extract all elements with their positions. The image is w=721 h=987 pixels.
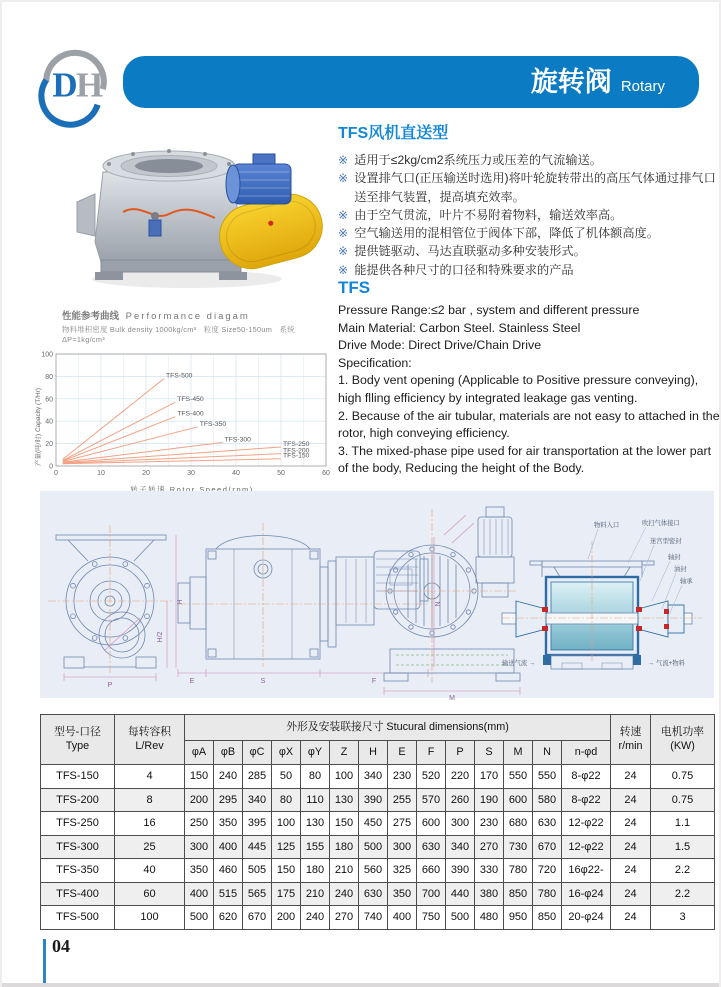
logo-letter-h: H	[76, 65, 104, 105]
table-cell: 450	[359, 812, 388, 836]
table-cell: TFS-150	[41, 765, 115, 789]
table-cell: 125	[272, 835, 301, 859]
table-cell: 325	[388, 859, 417, 883]
bullet-item	[338, 224, 718, 242]
table-cell: 110	[301, 788, 330, 812]
bullet-text: 由于空气贯流，叶片不易附着物料，输送效率高。	[354, 207, 623, 222]
table-cell: 350	[214, 812, 243, 836]
table-cell: 230	[388, 765, 417, 789]
bullet-marker: ※	[338, 244, 349, 259]
table-cell: 600	[504, 788, 533, 812]
drawing-front-view	[48, 525, 184, 689]
table-cell: 480	[475, 906, 504, 930]
callout-labyrinth-seal: 迷宫型密封	[650, 538, 682, 545]
intro-bullets	[338, 151, 718, 279]
table-row	[41, 765, 715, 789]
series-line	[63, 379, 164, 460]
chart-subtitle: 物料堆积密度 Bulk density 1000kg/cm³ 粒度 Size50-150um 系统ΔP=1kg/cm³	[62, 325, 295, 344]
table-cell: 240	[214, 765, 243, 789]
table-cell: 8-φ22	[562, 788, 611, 812]
dim-label-e: E	[189, 678, 195, 685]
table-cell: 170	[475, 765, 504, 789]
drawing-side-view	[178, 523, 442, 685]
table-cell: 780	[504, 859, 533, 883]
table-cell: 390	[359, 788, 388, 812]
specs-section	[338, 278, 720, 478]
table-cell: 630	[417, 835, 446, 859]
bullet-marker: ※	[338, 207, 349, 222]
x-tick-label: 10	[97, 470, 105, 477]
table-head	[41, 715, 715, 765]
dim-col-header: S	[475, 741, 504, 765]
y-tick-label: 0	[49, 463, 53, 471]
col-header-speed: 转速 r/min	[611, 715, 651, 765]
col-header-dims-group: 外形及安装联接尺寸 Stucural dimensions(mm)	[185, 715, 611, 741]
chart-title-en: Performance diagam	[125, 311, 250, 322]
dim-col-header: φA	[185, 741, 214, 765]
table-cell: 300	[388, 835, 417, 859]
table-cell: 16φ22-	[562, 859, 611, 883]
dim-col-header: φC	[243, 741, 272, 765]
flow-label-right: → 气流+物料	[648, 660, 685, 667]
table-cell: 630	[359, 882, 388, 906]
series-label: TFS-400	[177, 410, 204, 418]
banner-title-en: Rotary	[620, 78, 665, 95]
table-cell: 550	[504, 765, 533, 789]
table-cell: 395	[243, 812, 272, 836]
spec-line: 2. Because of the air tubular, materials are not easy to attached in the rotor, high conveying efficiency.	[338, 408, 720, 441]
page-number: 04	[52, 936, 70, 956]
y-tick-label: 60	[45, 396, 53, 404]
x-tick-label: 60	[322, 470, 330, 477]
table-cell: 220	[446, 765, 475, 789]
bullet-item	[338, 206, 718, 224]
table-cell: 80	[301, 765, 330, 789]
dim-col-header: φY	[301, 741, 330, 765]
table-cell: 460	[214, 859, 243, 883]
table-cell: 40	[115, 859, 185, 883]
x-tick-label: 0	[54, 470, 58, 477]
table-cell: 300	[185, 835, 214, 859]
table-cell: 24	[611, 859, 651, 883]
table-cell: 180	[330, 835, 359, 859]
table-cell: 380	[475, 882, 504, 906]
table-cell: 1.1	[651, 812, 715, 836]
dim-label-h-half: H/2	[157, 631, 164, 643]
dim-col-header: H	[359, 741, 388, 765]
table-cell: 270	[330, 906, 359, 930]
bullet-text: 适用于≤2kg/cm2系统压力或压差的气流输送。	[354, 153, 602, 167]
dim-label-p: P	[107, 682, 113, 689]
table-cell: 0.75	[651, 788, 715, 812]
spec-line: 3. The mixed-phase pipe used for air transportation at the lower part of the body, Reducing the height of the Body.	[338, 443, 712, 476]
bullet-text: 空气输送用的混相管位于阀体下部，降低了机体额高度。	[354, 226, 659, 241]
chart-ylabel: 产量(吨/时) Capacity (T/Hr)	[35, 388, 42, 466]
drawing-cross-section	[502, 518, 702, 669]
series-label: TFS-500	[166, 372, 193, 380]
table-cell: 2.2	[651, 882, 715, 906]
table-cell: TFS-300	[41, 835, 115, 859]
col-header-power: 电机功率 (KW)	[651, 715, 715, 765]
table-cell: 580	[533, 788, 562, 812]
table-cell: 180	[301, 859, 330, 883]
page-bottom-edge	[2, 983, 719, 987]
table-cell: 400	[388, 906, 417, 930]
dim-label-h: H	[177, 599, 184, 605]
col-header-type: 型号-口径 Type	[41, 715, 115, 765]
series-label: TFS-300	[224, 436, 251, 444]
table-cell: 350	[388, 882, 417, 906]
logo-letter-d: D	[52, 65, 78, 105]
callout-material-inlet: 物料入口	[594, 522, 620, 529]
table-cell: 25	[115, 835, 185, 859]
bullet-text: 设置排气口(正压输送时选用)将叶轮旋转带出的高压气体通过排气口送至排气装置，提高填充效率。	[354, 171, 716, 204]
table-cell: 560	[359, 859, 388, 883]
table-cell: 240	[301, 906, 330, 930]
table-cell: 20-φ24	[562, 906, 611, 930]
table-cell: 240	[330, 882, 359, 906]
table-cell: 340	[359, 765, 388, 789]
table-cell: TFS-400	[41, 882, 115, 906]
table-cell: 570	[417, 788, 446, 812]
table-cell: 390	[446, 859, 475, 883]
table-cell: 750	[417, 906, 446, 930]
table-row	[41, 906, 715, 930]
series-label: TFS-200	[283, 447, 310, 455]
table-cell: 24	[611, 882, 651, 906]
bullet-marker: ※	[338, 262, 349, 277]
dim-col-header: n-φd	[562, 741, 611, 765]
table-cell: 100	[272, 812, 301, 836]
table-cell: TFS-350	[41, 859, 115, 883]
technical-drawings	[40, 491, 714, 702]
table-cell: 24	[611, 812, 651, 836]
table-cell: 250	[185, 812, 214, 836]
table-cell: 400	[214, 835, 243, 859]
table-cell: 295	[214, 788, 243, 812]
series-line	[63, 459, 281, 464]
spec-line: Pressure Range:≤2 bar , system and different pressure	[338, 303, 640, 317]
spec-line: Main Material: Carbon Steel. Stainless Steel	[338, 320, 581, 335]
table-cell: 175	[272, 882, 301, 906]
banner-title-zh: 旋转阀	[530, 67, 612, 97]
table-row	[41, 835, 715, 859]
table-cell: 24	[611, 835, 651, 859]
table-cell: 200	[185, 788, 214, 812]
dim-col-header: E	[388, 741, 417, 765]
dim-label-s: S	[260, 678, 266, 685]
table-cell: 520	[417, 765, 446, 789]
series-line	[63, 417, 176, 461]
dim-col-header: P	[446, 741, 475, 765]
table-cell: 230	[475, 812, 504, 836]
flow-label-left: 输送气流 →	[502, 660, 536, 667]
table-cell: 80	[272, 788, 301, 812]
table-cell: 720	[533, 859, 562, 883]
table-cell: 0.75	[651, 765, 715, 789]
callout-purge-port: 吹扫气体接口	[642, 520, 680, 527]
col-header-volume: 每转容积 L/Rev	[115, 715, 185, 765]
dim-label-f: F	[371, 678, 377, 685]
chart-xlabel: 转子转速 Rotor Speed(rpm)	[130, 485, 254, 494]
table-cell: 275	[388, 812, 417, 836]
bullet-item	[338, 261, 718, 279]
series-label: TFS-250	[283, 440, 310, 448]
dim-col-header: F	[417, 741, 446, 765]
dim-col-header: N	[533, 741, 562, 765]
table-cell: 330	[475, 859, 504, 883]
table-cell: 285	[243, 765, 272, 789]
dim-col-header: φX	[272, 741, 301, 765]
bullet-text: 提供链驱动、马达直联驱动多种安装形式。	[354, 244, 586, 259]
spec-line: 1. Body vent opening (Applicable to Positive pressure conveying), high flling efficiency by integrated leakage gas venting.	[338, 373, 699, 406]
table-cell: 740	[359, 906, 388, 930]
table-cell: 210	[301, 882, 330, 906]
table-cell: 515	[214, 882, 243, 906]
table-cell: 340	[243, 788, 272, 812]
table-cell: TFS-200	[41, 788, 115, 812]
table-cell: 8	[115, 788, 185, 812]
table-cell: 200	[272, 906, 301, 930]
dimensions-table	[40, 714, 715, 930]
y-tick-label: 20	[45, 441, 53, 449]
x-tick-label: 20	[142, 470, 150, 477]
table-row	[41, 859, 715, 883]
table-cell: 260	[446, 788, 475, 812]
table-cell: 505	[243, 859, 272, 883]
table-row	[41, 788, 715, 812]
table-cell: 780	[533, 882, 562, 906]
dh-logo	[38, 44, 112, 118]
bullet-marker: ※	[338, 226, 349, 241]
dim-label-m: M	[449, 695, 455, 702]
table-cell: 680	[504, 812, 533, 836]
bullet-marker: ※	[338, 153, 349, 167]
table-cell: TFS-500	[41, 906, 115, 930]
x-tick-label: 40	[232, 470, 240, 477]
dim-col-header: M	[504, 741, 533, 765]
table-cell: 24	[611, 906, 651, 930]
table-cell: 4	[115, 765, 185, 789]
table-cell: 630	[533, 812, 562, 836]
table-cell: 500	[185, 906, 214, 930]
table-cell: 670	[533, 835, 562, 859]
table-cell: 440	[446, 882, 475, 906]
table-cell: 100	[330, 765, 359, 789]
table-cell: 16-φ24	[562, 882, 611, 906]
table-cell: 500	[359, 835, 388, 859]
spec-line: Specification:	[338, 355, 412, 370]
table-cell: 700	[417, 882, 446, 906]
intro-title: TFS风机直送型	[338, 125, 449, 142]
x-tick-label: 50	[277, 470, 285, 477]
series-line	[63, 427, 198, 462]
bullet-item	[338, 242, 718, 260]
table-cell: TFS-250	[41, 812, 115, 836]
table-cell: 3	[651, 906, 715, 930]
bullet-item	[338, 151, 718, 169]
table-cell: 60	[115, 882, 185, 906]
table-cell: 190	[475, 788, 504, 812]
callout-bearing: 轴承	[680, 578, 693, 585]
table-cell: 850	[504, 882, 533, 906]
intro-section	[338, 120, 718, 279]
table-cell: 730	[504, 835, 533, 859]
table-cell: 350	[185, 859, 214, 883]
series-label: TFS-150	[283, 452, 310, 460]
dim-col-header: Z	[330, 741, 359, 765]
table-cell: 850	[533, 906, 562, 930]
table-row	[41, 812, 715, 836]
y-tick-label: 80	[45, 373, 53, 381]
table-cell: 270	[475, 835, 504, 859]
product-photo	[57, 124, 327, 296]
table-cell: 8-φ22	[562, 765, 611, 789]
chart-title-zh: 性能参考曲线	[62, 311, 120, 322]
table-cell: 300	[446, 812, 475, 836]
series-line	[63, 442, 223, 462]
series-line	[63, 402, 176, 460]
section-banner	[123, 56, 699, 108]
spec-table-body	[41, 765, 715, 930]
series-label: TFS-450	[177, 396, 204, 404]
motor	[226, 154, 291, 204]
table-cell: 500	[446, 906, 475, 930]
bullet-item	[338, 169, 718, 206]
specs-title: TFS	[338, 278, 371, 297]
table-cell: 2.2	[651, 859, 715, 883]
table-cell: 150	[272, 859, 301, 883]
table-cell: 150	[330, 812, 359, 836]
table-cell: 565	[243, 882, 272, 906]
table-cell: 130	[301, 812, 330, 836]
series-label: TFS-350	[199, 420, 227, 428]
callout-shaft-seal: 轴封	[668, 554, 681, 561]
table-cell: 24	[611, 765, 651, 789]
table-cell: 445	[243, 835, 272, 859]
table-cell: 50	[272, 765, 301, 789]
table-cell: 600	[417, 812, 446, 836]
table-cell: 210	[330, 859, 359, 883]
table-cell: 155	[301, 835, 330, 859]
table-cell: 12-φ22	[562, 835, 611, 859]
table-cell: 660	[417, 859, 446, 883]
footer-accent-bar	[43, 939, 46, 984]
table-cell: 1.5	[651, 835, 715, 859]
table-cell: 340	[446, 835, 475, 859]
x-tick-label: 30	[187, 470, 195, 477]
table-cell: 400	[185, 882, 214, 906]
y-tick-label: 40	[45, 418, 53, 426]
table-cell: 255	[388, 788, 417, 812]
table-cell: 950	[504, 906, 533, 930]
dim-col-header: φB	[214, 741, 243, 765]
table-cell: 24	[611, 788, 651, 812]
table-cell: 16	[115, 812, 185, 836]
bullet-marker: ※	[338, 171, 349, 186]
callout-oil-seal: 油封	[674, 566, 687, 573]
table-cell: 150	[185, 765, 214, 789]
chart-plot	[32, 344, 334, 509]
dim-label-n: N	[435, 601, 442, 607]
chart-title	[62, 308, 334, 322]
table-cell: 100	[115, 906, 185, 930]
table-cell: 12-φ22	[562, 812, 611, 836]
performance-chart	[32, 308, 334, 514]
spec-line: Drive Mode: Direct Drive/Chain Drive	[338, 338, 542, 353]
table-row	[41, 882, 715, 906]
y-tick-label: 100	[41, 351, 53, 359]
table-cell: 620	[214, 906, 243, 930]
drawing-rotor-view	[382, 507, 520, 702]
table-cell: 130	[330, 788, 359, 812]
bullet-text: 能提供各种尺寸的口径和特殊要求的产品	[354, 262, 574, 277]
table-cell: 670	[243, 906, 272, 930]
table-cell: 550	[533, 765, 562, 789]
